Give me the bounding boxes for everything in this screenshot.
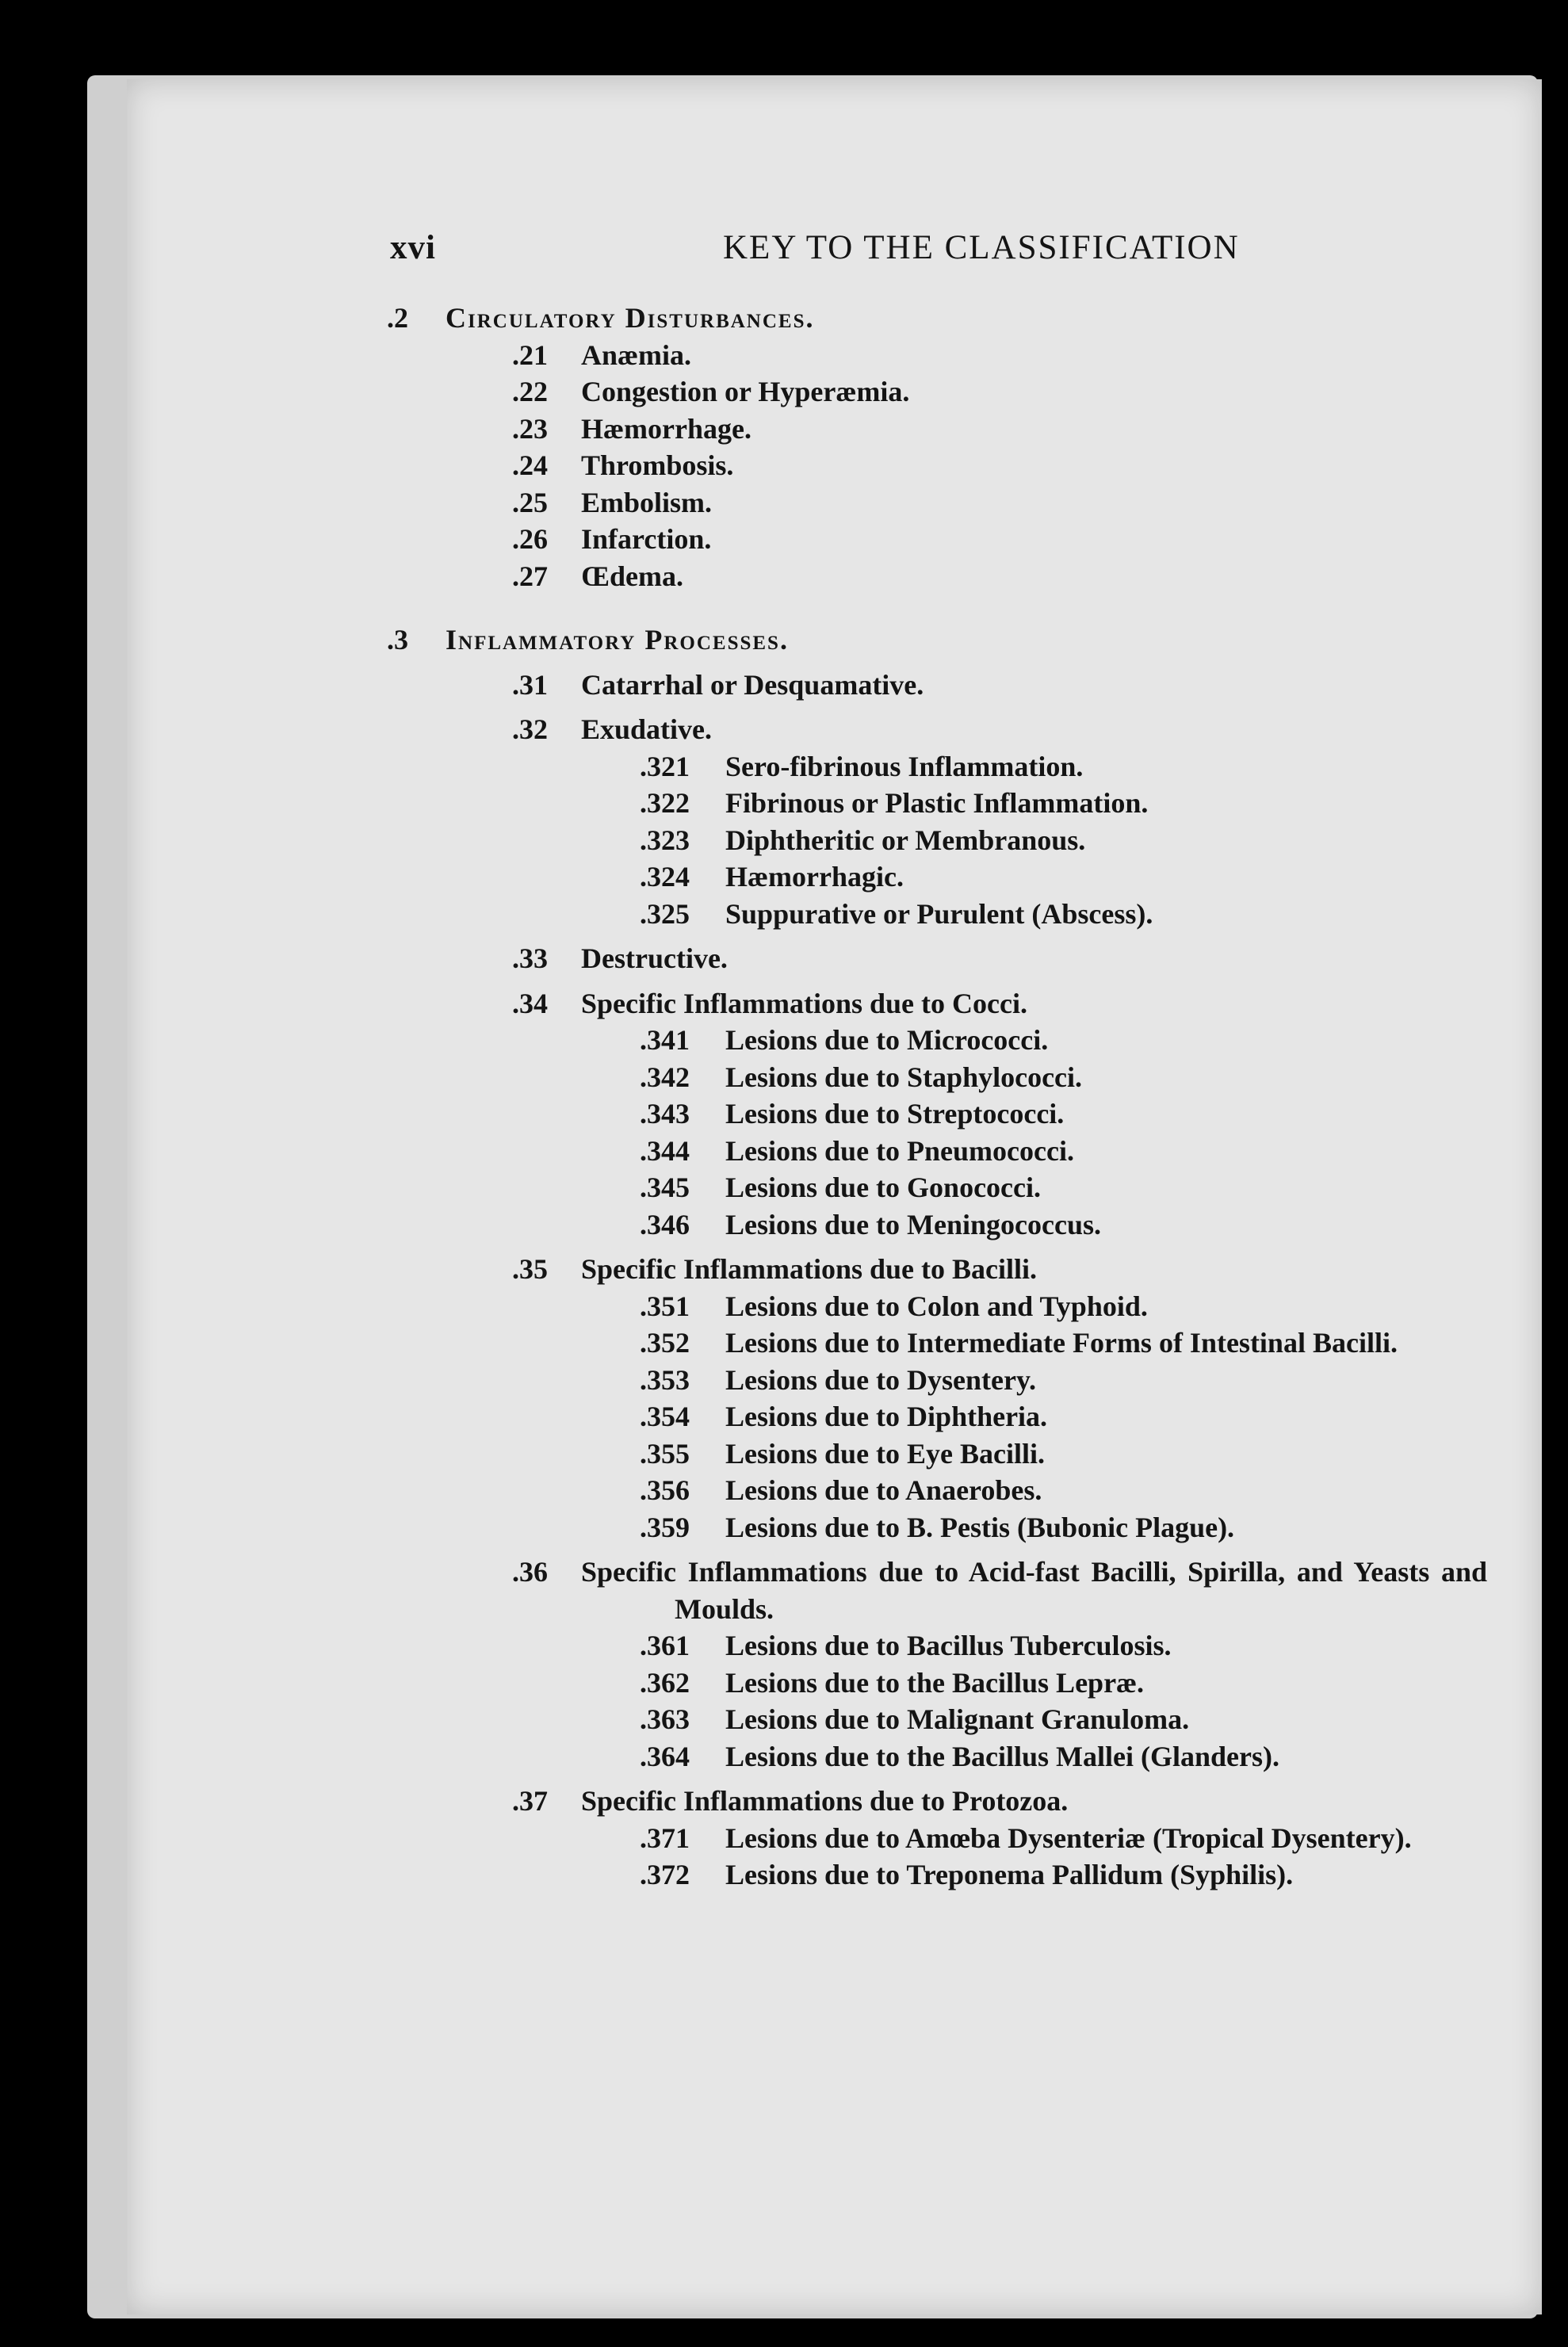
subitem-code: .345 xyxy=(640,1172,690,1203)
subitem-text: Lesions due to Pneumococci. xyxy=(725,1134,1074,1167)
item-code: .32 xyxy=(512,713,548,745)
item-code: .21 xyxy=(512,338,548,371)
subitem-text: Lesions due to Intermediate Forms of Intestinal Bacilli. xyxy=(725,1327,1398,1359)
sub-list-item xyxy=(127,858,1542,896)
item-text: Anæmia. xyxy=(581,338,692,371)
list-item xyxy=(127,373,1542,411)
spacer xyxy=(127,703,1542,711)
sub-list-item xyxy=(127,1856,1542,1894)
page-number: xvi xyxy=(390,229,436,266)
subitem-text: Lesions due to Malignant Granuloma. xyxy=(725,1703,1190,1735)
item-code: .33 xyxy=(512,942,548,974)
item-code: .27 xyxy=(512,560,548,592)
subitem-code: .324 xyxy=(640,861,690,893)
item-code: .23 xyxy=(512,412,548,445)
item-text: Embolism. xyxy=(581,486,713,518)
list-item xyxy=(127,1783,1542,1820)
subitem-text: Lesions due to Streptococci. xyxy=(725,1098,1065,1130)
item-text: Specific Inflammations due to Cocci. xyxy=(581,987,1027,1019)
sub-list-item xyxy=(127,748,1542,786)
item-text: Exudative. xyxy=(581,713,713,745)
subitem-code: .371 xyxy=(640,1821,690,1854)
sub-list-item xyxy=(127,1169,1542,1206)
subitem-text: Lesions due to Bacillus Tuberculosis. xyxy=(725,1630,1172,1661)
section-name: Inflammatory Processes. xyxy=(446,624,789,656)
list-item xyxy=(127,447,1542,484)
list-item xyxy=(127,1251,1542,1288)
item-text: Destructive. xyxy=(581,942,728,974)
classification-list xyxy=(127,300,1542,1894)
item-text: Specific Inflammations due to Bacilli. xyxy=(581,1253,1037,1285)
subitem-code: .356 xyxy=(640,1474,690,1506)
sub-list-item xyxy=(127,1362,1542,1399)
section-code: .3 xyxy=(387,624,408,656)
subitem-code: .343 xyxy=(640,1098,690,1130)
item-code: .35 xyxy=(512,1253,548,1285)
item-code: .24 xyxy=(512,449,548,481)
subitem-code: .325 xyxy=(640,897,690,930)
subitem-code: .355 xyxy=(640,1437,690,1470)
list-item xyxy=(127,667,1542,704)
item-code: .36 xyxy=(512,1556,548,1588)
subitem-text: Fibrinous or Plastic Inflammation. xyxy=(725,787,1149,819)
section-name: Circulatory Disturbances. xyxy=(446,302,815,334)
subitem-code: .342 xyxy=(640,1061,690,1093)
subitem-code: .321 xyxy=(640,750,690,782)
subitem-text: Lesions due to Treponema Pallidum (Syphilis). xyxy=(725,1859,1294,1890)
subitem-text: Lesions due to Amœba Dysenteriæ (Tropical Dysentery). xyxy=(725,1821,1412,1854)
sub-list-item xyxy=(127,1206,1542,1244)
item-code: .37 xyxy=(512,1785,548,1817)
list-item xyxy=(127,711,1542,748)
subitem-text: Hæmorrhagic. xyxy=(725,861,904,893)
subitem-text: Lesions due to Staphylococci. xyxy=(725,1061,1083,1093)
sub-list-item xyxy=(127,1820,1542,1857)
subitem-text: Lesions due to Micrococci. xyxy=(725,1024,1049,1056)
subitem-text: Lesions due to Colon and Typhoid. xyxy=(725,1290,1148,1322)
sub-list-item xyxy=(127,1288,1542,1325)
section-heading xyxy=(127,300,1542,337)
list-item xyxy=(127,337,1542,374)
item-text: Congestion or Hyperæmia. xyxy=(581,376,910,407)
spacer xyxy=(127,1546,1542,1554)
sub-list-item xyxy=(127,1665,1542,1702)
sub-list-item xyxy=(127,896,1542,933)
subitem-text: Lesions due to Dysentery. xyxy=(725,1363,1037,1396)
item-text: Œdema. xyxy=(581,560,683,592)
subitem-code: .372 xyxy=(640,1859,690,1890)
item-code: .34 xyxy=(512,987,548,1019)
subitem-text: Sero-fibrinous Inflammation. xyxy=(725,750,1084,782)
subitem-text: Suppurative or Purulent (Abscess). xyxy=(725,897,1153,930)
subitem-text: Lesions due to the Bacillus Lepræ. xyxy=(725,1666,1145,1699)
item-text: Hæmorrhage. xyxy=(581,412,751,445)
sub-list-item xyxy=(127,1095,1542,1133)
section-heading xyxy=(127,621,1542,659)
subitem-code: .346 xyxy=(640,1208,690,1240)
item-code: .31 xyxy=(512,668,548,701)
sub-list-item xyxy=(127,1133,1542,1170)
list-item xyxy=(127,484,1542,522)
sub-list-item xyxy=(127,1398,1542,1435)
sub-list-item xyxy=(127,1738,1542,1776)
spacer xyxy=(127,659,1542,667)
item-text: Thrombosis. xyxy=(581,449,734,481)
sub-list-item xyxy=(127,1627,1542,1665)
sub-list-item xyxy=(127,1022,1542,1059)
subitem-text: Lesions due to Gonococci. xyxy=(725,1172,1042,1203)
item-text: Infarction. xyxy=(581,523,712,555)
subitem-text: Lesions due to B. Pestis (Bubonic Plague). xyxy=(725,1511,1235,1543)
subitem-code: .341 xyxy=(640,1024,690,1056)
subitem-code: .363 xyxy=(640,1703,690,1735)
item-code: .25 xyxy=(512,486,548,518)
subitem-code: .351 xyxy=(640,1290,690,1322)
list-item xyxy=(127,985,1542,1023)
subitem-code: .322 xyxy=(640,787,690,819)
running-head xyxy=(390,228,1520,276)
subitem-text: Lesions due to Anaerobes. xyxy=(725,1474,1042,1506)
spacer xyxy=(127,1775,1542,1783)
spacer xyxy=(127,594,1542,621)
item-text: Specific Inflammations due to Protozoa. xyxy=(581,1785,1069,1817)
subitem-code: .354 xyxy=(640,1401,690,1432)
list-item xyxy=(127,558,1542,595)
list-item xyxy=(127,1554,1542,1627)
subitem-code: .364 xyxy=(640,1740,690,1772)
page-title: KEY TO THE CLASSIFICATION xyxy=(723,229,1240,266)
spacer xyxy=(127,1243,1542,1251)
subitem-code: .353 xyxy=(640,1363,690,1396)
list-item xyxy=(127,940,1542,977)
spacer xyxy=(127,977,1542,985)
subitem-code: .361 xyxy=(640,1630,690,1661)
list-item xyxy=(127,411,1542,448)
item-text: Catarrhal or Desquamative. xyxy=(581,668,924,701)
item-code: .26 xyxy=(512,523,548,555)
sub-list-item xyxy=(127,1324,1542,1362)
subitem-text: Diphtheritic or Membranous. xyxy=(725,824,1086,856)
section-code: .2 xyxy=(387,302,408,334)
list-item xyxy=(127,521,1542,558)
sub-list-item xyxy=(127,822,1542,859)
subitem-code: .344 xyxy=(640,1134,690,1167)
item-code: .22 xyxy=(512,376,548,407)
subitem-text: Lesions due to Diphtheria. xyxy=(725,1401,1048,1432)
sub-list-item xyxy=(127,1701,1542,1738)
spacer xyxy=(127,932,1542,940)
sub-list-item xyxy=(127,1509,1542,1546)
subitem-code: .323 xyxy=(640,824,690,856)
sub-list-item xyxy=(127,1435,1542,1473)
book-page xyxy=(127,79,1542,2315)
subitem-code: .362 xyxy=(640,1666,690,1699)
subitem-code: .359 xyxy=(640,1511,690,1543)
subitem-code: .352 xyxy=(640,1327,690,1359)
subitem-text: Lesions due to the Bacillus Mallei (Glanders). xyxy=(725,1740,1280,1772)
sub-list-item xyxy=(127,1472,1542,1509)
sub-list-item xyxy=(127,1059,1542,1096)
subitem-text: Lesions due to Meningococcus. xyxy=(725,1208,1102,1240)
sub-list-item xyxy=(127,785,1542,822)
item-text: Specific Inflammations due to Acid-fast Bacilli, Spirilla, and Yeasts and Moulds. xyxy=(581,1556,1487,1625)
subitem-text: Lesions due to Eye Bacilli. xyxy=(725,1437,1046,1470)
